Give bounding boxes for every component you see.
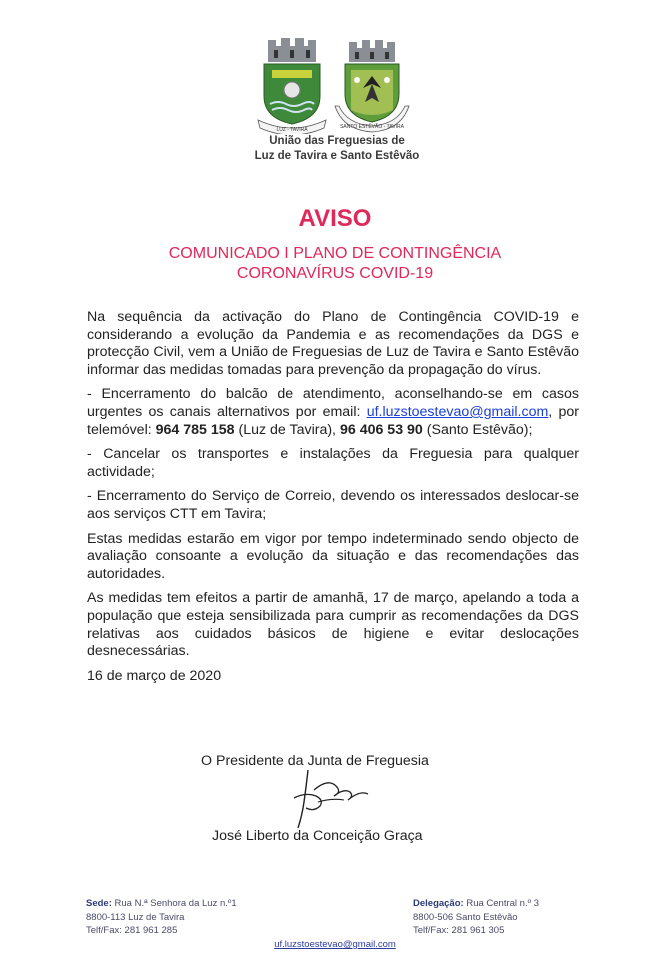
signatory-name: José Liberto da Conceição Graça (212, 828, 423, 844)
p2-text-a: - Encerramento do balcão de atendimento, aconselhando-se em casos urgentes os canais alternativos por email: (87, 386, 579, 420)
body-paragraph-4: - Encerramento do Serviço de Correio, devendo os interessados deslocar-se aos serviços CTT em Tavira; (87, 488, 579, 522)
crest-left-ribbon-text: LUZ - TAVIRA (276, 127, 308, 133)
footer-left-postcode: 8800-113 Luz de Tavira (86, 911, 185, 923)
notice-subtitle-line2: CORONAVÍRUS COVID-19 (236, 265, 434, 282)
p2-text-c: (Luz de Tavira), (238, 421, 337, 438)
footer-right-postcode: 8800-506 Santo Estêvão (413, 911, 518, 923)
handwritten-signature (284, 768, 384, 830)
organization-name-line2: Luz de Tavira e Santo Estêvão (254, 150, 420, 162)
footer-headquarters (86, 897, 237, 938)
notice-date: 16 de março de 2020 (87, 667, 222, 684)
footer-email-link[interactable]: uf.luzstoestevao@gmail.com (274, 939, 396, 950)
santo-estevao-coat-of-arms (333, 40, 411, 134)
body-paragraph-1: Na sequência da activação do Plano de Contingência COVID-19 e considerando a evolução da Pandemia e as recomendações da DGS e protecção Civil, vem a União de Freguesias de Luz de Tavira e Santo Estêvão informar das medidas tomadas para prevenção da propagação do vírus. (87, 309, 579, 378)
body-paragraph-3: - Cancelar os transportes e instalações da Freguesia para qualquer actividade; (87, 446, 579, 480)
luz-tavira-coat-of-arms (254, 38, 330, 134)
footer-left-label: Sede: (86, 898, 112, 909)
phone-santo-estevao: 96 406 53 90 (339, 421, 423, 438)
footer-left-phone: Telf/Fax: 281 961 285 (86, 925, 178, 936)
body-paragraph-5: Estas medidas estarão em vigor por tempo indeterminado sendo objecto de avaliação consoante a evolução da situação e das recomendações das autoridades. (87, 530, 579, 582)
crest-right-ribbon-text: SANTO ESTÊVÃO - TAVIRA (340, 124, 404, 130)
notice-body (87, 309, 579, 692)
footer-right-address: Rua Central n.º 3 (466, 898, 539, 909)
footer-delegation (413, 897, 539, 938)
phone-luz-tavira: 964 785 158 (155, 421, 235, 438)
email-link[interactable]: uf.luzstoestevao@gmail.com (366, 403, 549, 420)
body-paragraph-6: As medidas tem efeitos a partir de amanhã, 17 de março, apelando a toda a população que esteja sensibilizada para cumprir as recomendações da DGS relativas aos cuidados básicos de higiene e evitar deslocações desnecessárias. (87, 590, 579, 660)
footer-right-label: Delegação: (413, 898, 464, 909)
p2-text-b: , por telemóvel: (87, 403, 579, 438)
footer-left-address: Rua N.ª Senhora da Luz n.º1 (114, 898, 237, 909)
notice-subtitle (0, 244, 670, 284)
notice-title: AVISO (298, 205, 372, 232)
signatory-title: O Presidente da Junta de Freguesia (201, 753, 429, 769)
organization-name (230, 134, 444, 164)
body-paragraph-2 (87, 386, 579, 439)
organization-name-line1: União das Freguesias de (269, 135, 405, 147)
footer-right-phone: Telf/Fax: 281 961 305 (413, 925, 505, 936)
notice-subtitle-line1: COMUNICADO I PLANO DE CONTINGÊNCIA (168, 245, 502, 262)
p2-text-d: (Santo Estêvão); (426, 421, 533, 438)
